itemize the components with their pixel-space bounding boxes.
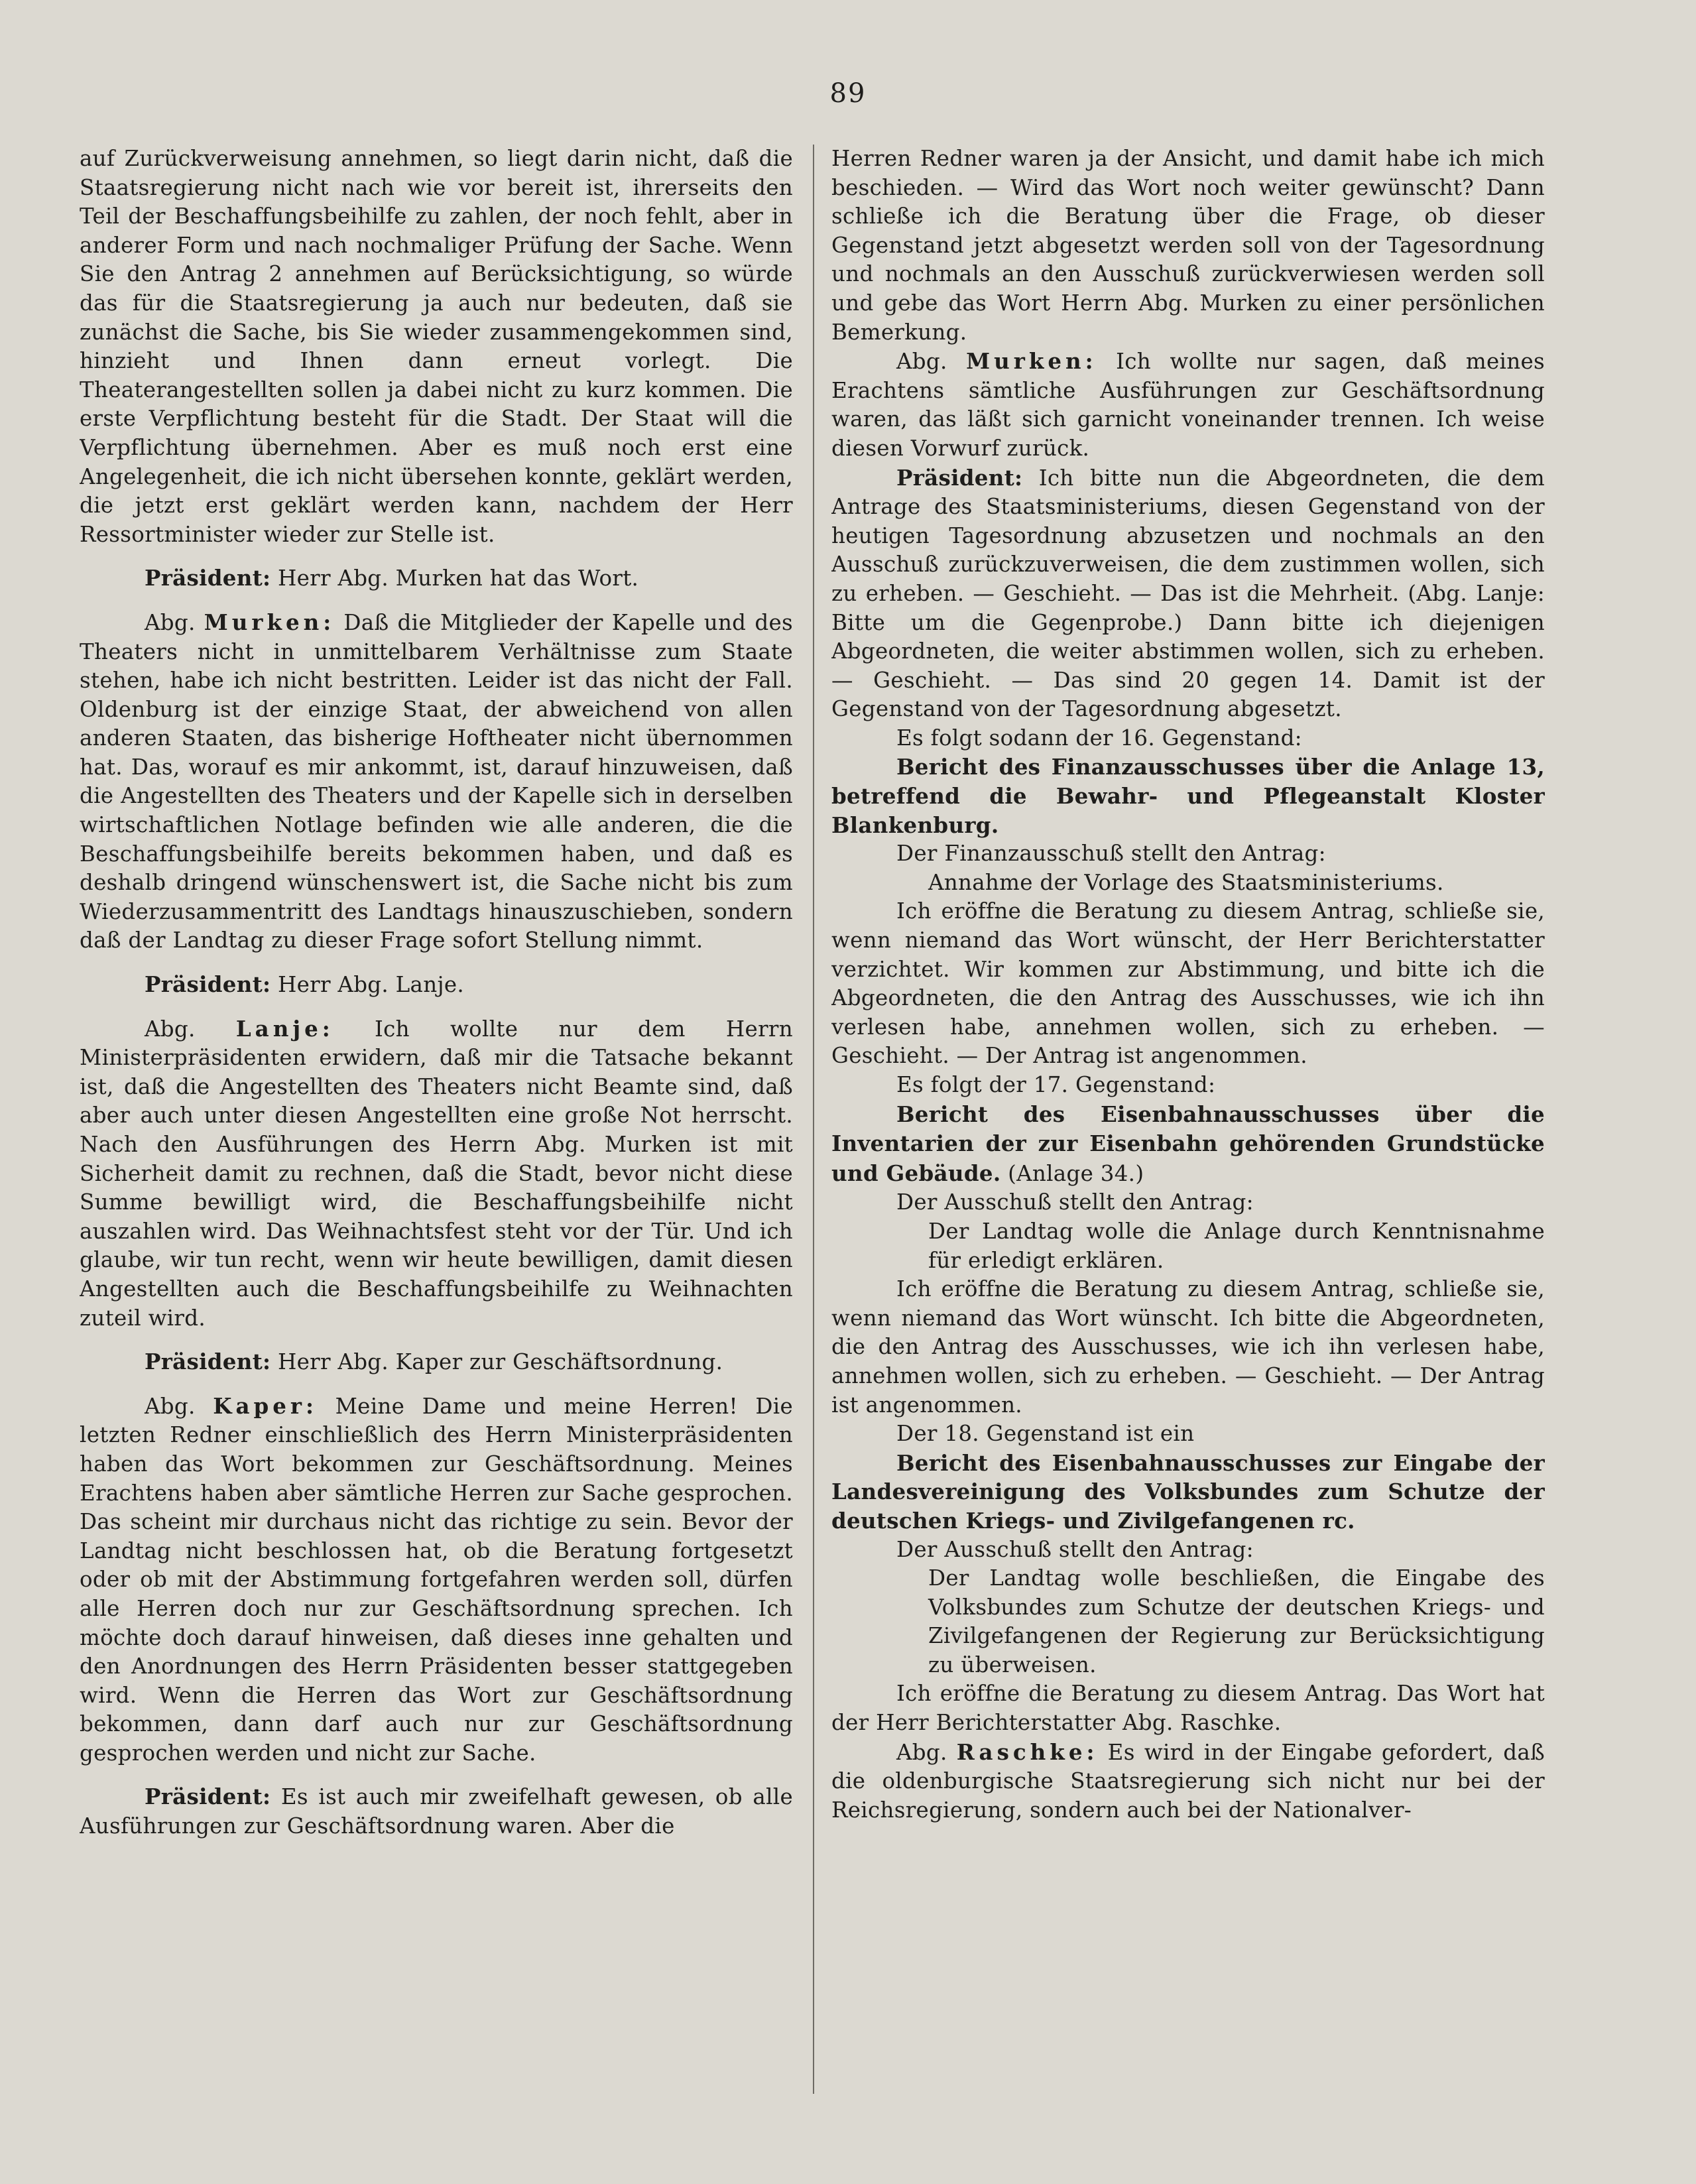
speech-text: Ich bitte nun die Abgeordneten, die dem Antrage des Staatsministeriums, diesen Gegenstand von der heutigen Tagesordnung abzusetzen und nochmals an den Ausschuß zurückzuverweisen, die dem zustimmen wollen, sich zu erheben. — Geschieht. — Das ist die Mehrheit. (Abg. Lanje: Bitte um die Gegenprobe.) Dann bitte ich diejenigen Abgeordneten, die weiter abstimmen wollen, sich zu erheben. — Geschieht. — Das sind 20 gegen 14. Damit ist der Gegenstand von der Tagesordnung abgesetzt. — [831, 465, 1545, 722]
paragraph: Es folgt sodann der 16. Gegenstand: — [896, 725, 1302, 751]
speaker-name: Kaper: — [213, 1392, 318, 1419]
agenda-heading: Bericht des Eisenbahnausschusses zur Eingabe der Landesvereinigung des Volksbundes zum Schutze der deutschen Kriegs- und Zivilgefangenen rc. — [831, 1449, 1545, 1534]
speaker-name: Präsident: — [145, 565, 271, 591]
speech-paragraph — [80, 1347, 793, 1377]
paragraph: auf Zurückverweisung annehmen, so liegt darin nicht, daß die Staatsregierung nicht nach wie vor bereit ist, ihrerseits den Teil der Beschaffungsbeihilfe zu zahlen, der noch fehlt, aber in anderer Form und nach nochmaliger Prüfung der Sache. Wenn Sie den Antrag 2 annehmen auf Berücksichtigung, so würde das für die Staatsregierung ja auch nur bedeuten, daß sie zunächst die Sache, bis Sie wieder zusammengekommen sind, hinzieht und Ihnen dann erneut vorlegt. Die Theaterangestellten sollen ja dabei nicht zu kurz kommen. Die erste Verpflichtung besteht für die Stadt. Der Staat will die Verpflichtung übernehmen. Aber es muß noch erst eine Angelegenheit, die ich nicht übersehen konnte, geklärt werden, die jetzt erst geklärt werden kann, nachdem der Herr Ressortminister wieder zur Stelle ist. — [80, 146, 793, 547]
speech-text: Es wird in der Eingabe gefordert, daß die oldenburgische Staatsregierung sich nicht nur bei der Reichsregierung, sondern auch bei der Nationalver- — [831, 1739, 1545, 1823]
left-column — [80, 145, 793, 2107]
speaker-name: Präsident: — [145, 971, 271, 998]
agenda-heading — [831, 1100, 1545, 1189]
paragraph: Der Ausschuß stellt den Antrag: — [896, 1536, 1254, 1562]
agenda-heading-text: Bericht des Eisenbahnausschusses über die Inventarien der zur Eisenbahn gehörenden Grundstücke und Gebäude. — [831, 1101, 1545, 1186]
paragraph: Ich eröffne die Beratung zu diesem Antrag, schließe sie, wenn niemand das Wort wünscht, der Herr Berichterstatter verzichtet. Wir kommen zur Abstimmung, und bitte ich die Abgeordneten, die den Antrag des Ausschusses, wie ich ihn verlesen habe, annehmen wollen, sich zu erheben. — Geschieht. — Der Antrag ist angenommen. — [831, 898, 1545, 1069]
motion-text: Der Landtag wolle beschließen, die Eingabe des Volksbundes zum Schutze der deutschen Kriegs- und Zivilgefangenen der Regierung zur Berücksichtigung zu überweisen. — [928, 1565, 1545, 1677]
speech-paragraph — [80, 1392, 793, 1768]
speaker-name: Präsident: — [145, 1784, 271, 1810]
column-divider — [813, 145, 814, 2094]
speaker-role: Abg. — [896, 349, 947, 375]
speech-paragraph — [831, 463, 1545, 724]
agenda-heading: Bericht des Finanzausschusses über die Anlage 13, betreffend die Bewahr- und Pflegeanstalt Kloster Blankenburg. — [831, 754, 1545, 838]
motion-text: Annahme der Vorlage des Staatsministeriums. — [928, 869, 1444, 895]
paragraph: Ich eröffne die Beratung zu diesem Antrag, schließe sie, wenn niemand das Wort wünscht. Ich bitte die Abgeordneten, die den Antrag des Ausschusses, wie ich ihn verlesen habe, annehmen wollen, sich zu erheben. — Geschieht. — Der Antrag ist angenommen. — [831, 1276, 1545, 1418]
paragraph: Es folgt der 17. Gegenstand: — [896, 1072, 1216, 1097]
right-column — [831, 145, 1545, 2107]
motion-text: Der Landtag wolle die Anlage durch Kenntnisnahme für erledigt erklären. — [928, 1218, 1545, 1273]
speech-paragraph — [831, 347, 1545, 463]
speaker-role: Abg. — [145, 1393, 196, 1419]
speaker-name: Murken: — [966, 348, 1097, 375]
speech-paragraph — [80, 564, 793, 593]
paragraph: Der Finanzausschuß stellt den Antrag: — [896, 841, 1326, 867]
speaker-name: Murken: — [204, 609, 335, 635]
speech-text: Herr Abg. Murken hat das Wort. — [277, 566, 639, 591]
page-number: 89 — [829, 78, 867, 109]
speaker-name: Raschke: — [956, 1738, 1099, 1765]
speech-paragraph — [831, 1738, 1545, 1825]
speech-paragraph — [80, 1782, 793, 1841]
speech-text: Herr Abg. Lanje. — [277, 972, 465, 998]
speech-text: Herr Abg. Kaper zur Geschäftsordnung. — [277, 1349, 723, 1375]
speaker-role: Abg. — [145, 609, 196, 635]
speech-text: Es ist auch mir zweifelhaft gewesen, ob alle Ausführungen zur Geschäftsordnung waren. Aber die — [80, 1784, 793, 1839]
speech-text: Meine Dame und meine Herren! Die letzten Redner einschließlich des Herrn Ministerpräsidenten haben das Wort bekommen zur Geschäftsordnung. Meines Erachtens haben aber sämtliche Herren zur Sache gesprochen. Das scheint mir durchaus nicht das richtige zu sein. Bevor der Landtag nicht beschlossen hat, ob die Beratung fortgesetzt oder ob mit der Abstimmung fortgefahren werden soll, dürfen alle Herren doch nur zur Geschäftsordnung sprechen. Ich möchte doch darauf hinweisen, daß dieses inne gehalten und den Anordnungen des Herrn Präsidenten besser stattgegeben wird. Wenn die Herren das Wort zur Geschäftsordnung bekommen, dann darf auch nur zur Geschäftsordnung gesprochen werden und nicht zur Sache. — [80, 1393, 793, 1766]
speech-paragraph — [80, 608, 793, 955]
attachment-note: (Anlage 34.) — [1008, 1160, 1144, 1186]
speaker-role: Abg. — [896, 1739, 947, 1765]
paragraph: Der Ausschuß stellt den Antrag: — [896, 1189, 1254, 1215]
speaker-name: Lanje: — [235, 1015, 334, 1042]
speech-text: Ich wollte nur sagen, daß meines Erachtens sämtliche Ausführungen zur Geschäftsordnung waren, das läßt sich garnicht voneinander trennen. Ich weise diesen Vorwurf zurück. — [831, 349, 1545, 461]
speaker-name: Präsident: — [145, 1349, 271, 1375]
speech-text: Daß die Mitglieder der Kapelle und des Theaters nicht in unmittelbarem Verhältnisse zum Staate stehen, habe ich nicht bestritten. Leider ist das nicht der Fall. Oldenburg ist der einzige Staat, der abweichend von allen anderen Staaten, das bisherige Hoftheater nicht übernommen hat. Das, worauf es mir ankommt, ist, darauf hinzuweisen, daß die Angestellten des Theaters und der Kapelle sich in derselben wirtschaftlichen Notlage befinden wie alle anderen, die die Beschaffungsbeihilfe bereits bekommen haben, und daß es deshalb dringend wünschenswert ist, die Sache nicht bis zum Wiederzusammentritt des Landtags hinauszuschieben, sondern daß der Landtag zu dieser Frage sofort Stellung nimmt. — [80, 609, 793, 953]
paragraph: Der 18. Gegenstand ist ein — [896, 1421, 1195, 1447]
speaker-name: Präsident: — [896, 464, 1023, 491]
paragraph: Herren Redner waren ja der Ansicht, und damit habe ich mich beschieden. — Wird das Wort noch weiter gewünscht? Dann schließe ich die Beratung über die Frage, ob dieser Gegenstand jetzt abgesetzt werden soll von der Tagesordnung und nochmals an den Ausschuß zurückverwiesen werden soll und gebe das Wort Herrn Abg. Murken zu einer persönlichen Bemerkung. — [831, 146, 1545, 345]
speech-paragraph — [80, 970, 793, 1000]
speech-paragraph — [80, 1014, 793, 1333]
paragraph: Ich eröffne die Beratung zu diesem Antrag. Das Wort hat der Herr Berichterstatter Abg. Raschke. — [831, 1681, 1545, 1736]
speech-text: Ich wollte nur dem Herrn Ministerpräsidenten erwidern, daß mir die Tatsache bekannt ist, daß die Angestellten des Theaters nicht Beamte sind, daß aber auch unter diesen Angestellten eine große Not herrscht. Nach den Ausführungen des Herrn Abg. Murken ist mit Sicherheit damit zu rechnen, daß die Stadt, bevor nicht diese Summe bewilligt wird, die Beschaffungsbeihilfe nicht auszahlen wird. Das Weihnachtsfest steht vor der Tür. Und ich glaube, wir tun recht, wenn wir heute bewilligen, damit diesen Angestellten auch die Beschaffungsbeihilfe zu Weihnachten zuteil wird. — [80, 1016, 793, 1331]
speaker-role: Abg. — [145, 1016, 196, 1042]
